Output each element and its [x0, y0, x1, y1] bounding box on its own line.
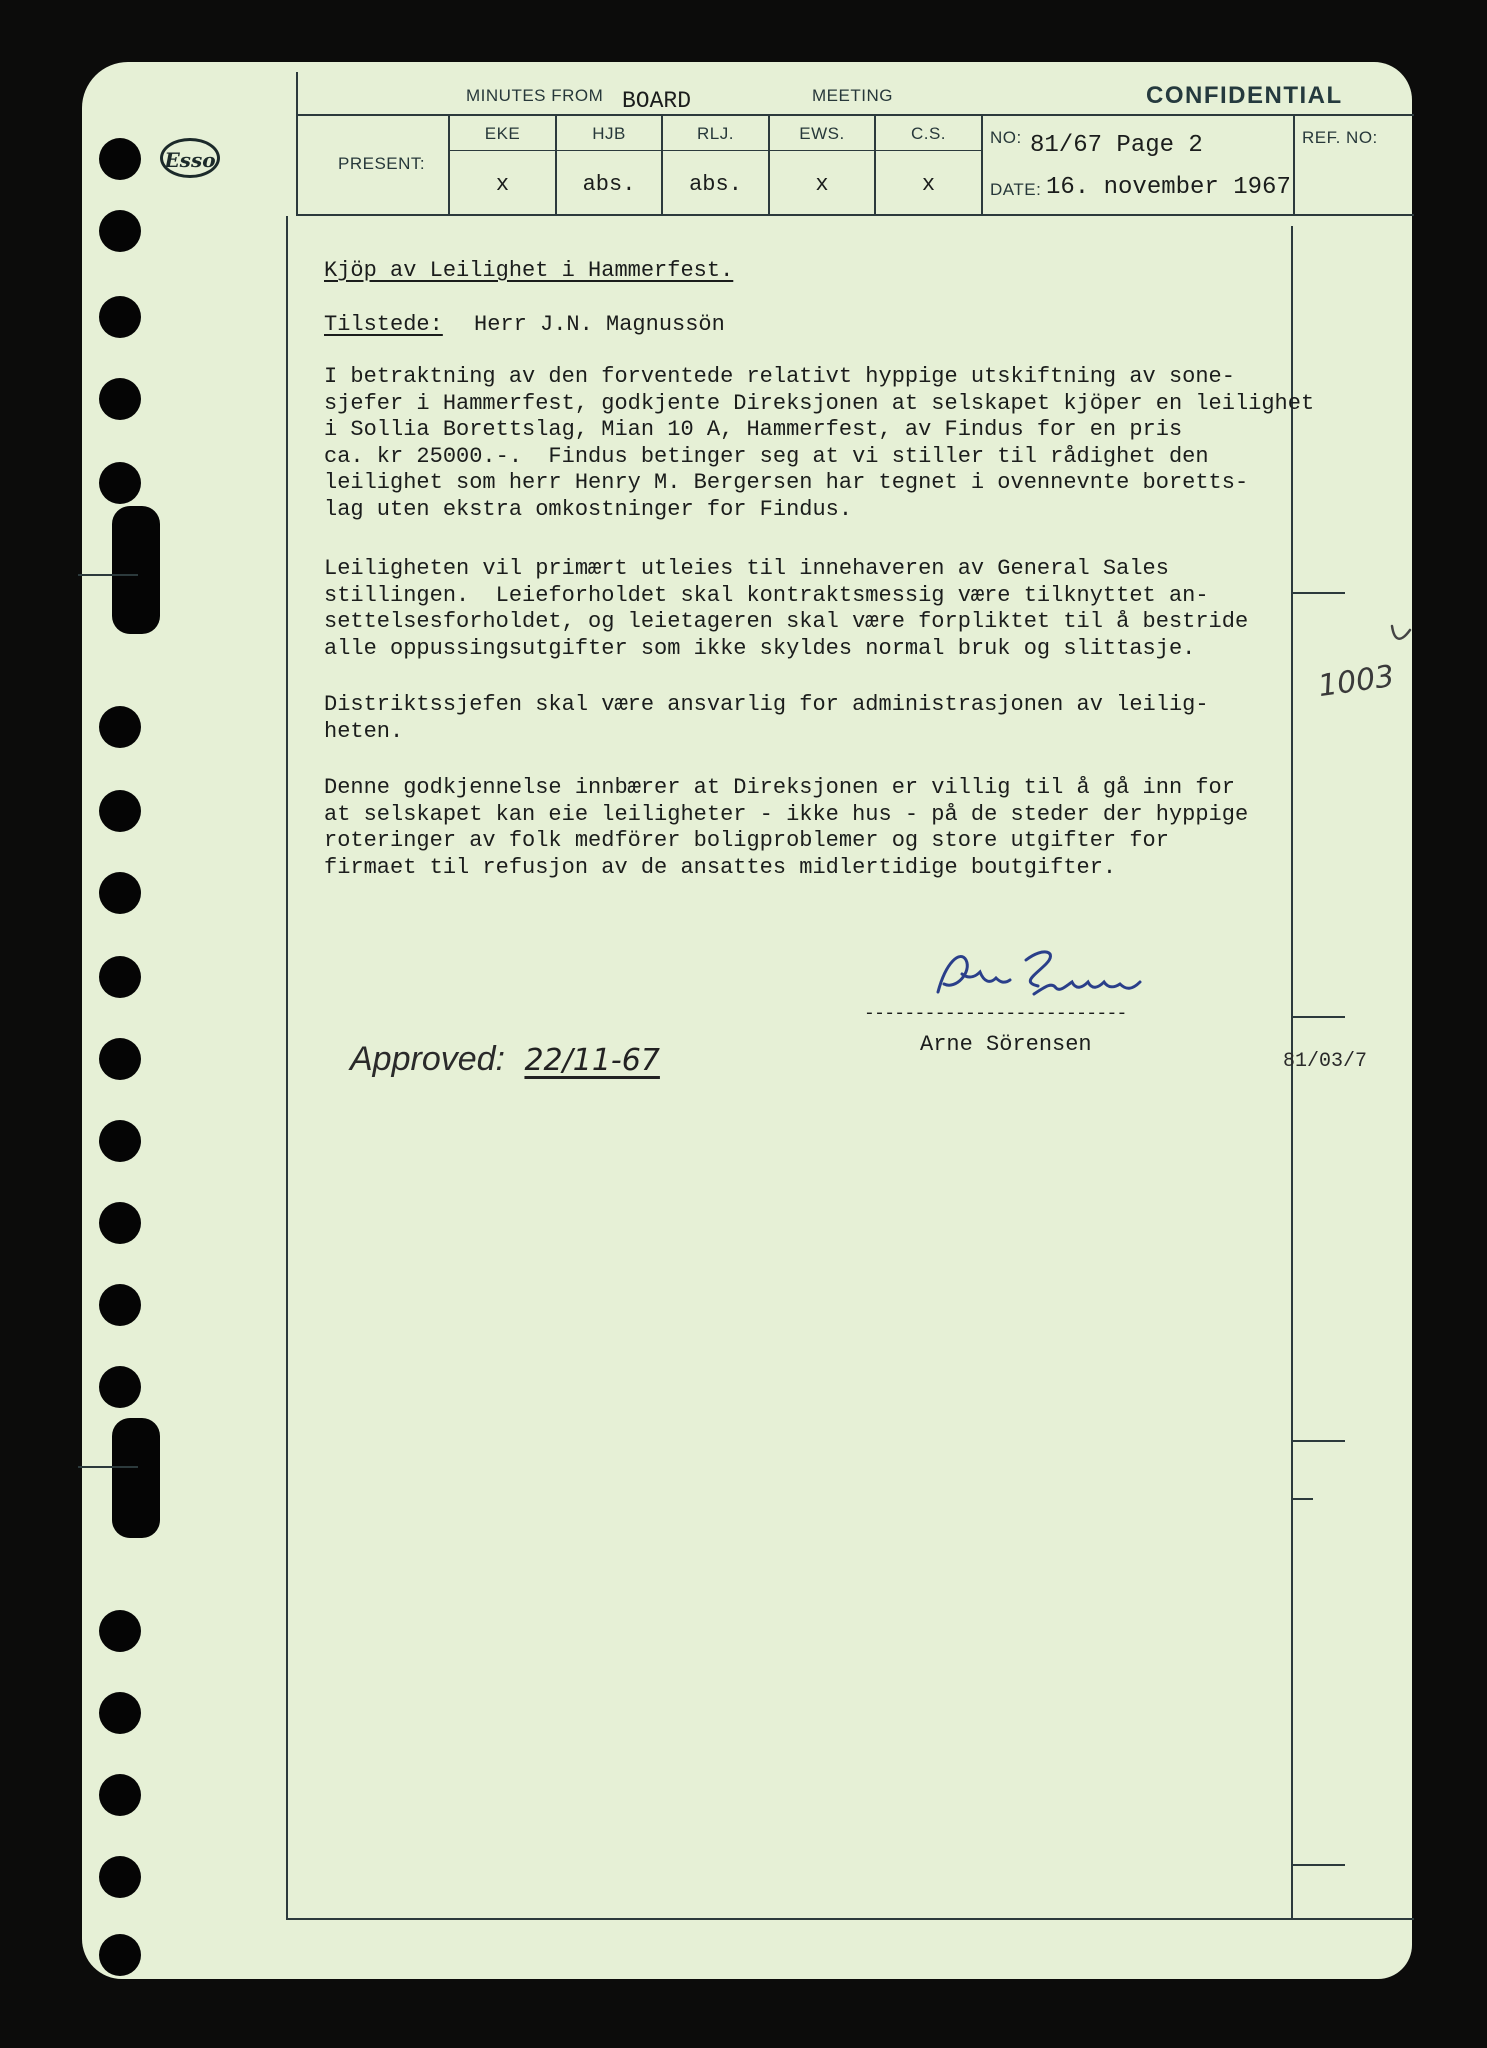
member-status-ews: x: [815, 172, 829, 197]
member-initials-hjb: HJB: [592, 124, 626, 143]
ref-number-label: REF. NO:: [1302, 128, 1378, 147]
body-frame-bottom: [286, 1918, 1414, 1920]
member-initials-rlj: RLJ.: [697, 124, 734, 143]
ref-tick: [1293, 1016, 1345, 1018]
binder-tick: [78, 1466, 138, 1468]
paragraph-purchase: I betraktning av den forventede relativt hyppige utskiftning av sone- sjefer i Hammerfest, godkjente Direksjonen at selskapet kjöper en leilighet i Sollia Borettslag, Mian 10 A, Hammerfest, av Findus for en pris ca. kr 25000.-. Findus betinger seg at vi stiller til rådighet den leilighet som herr Henry M. Bergersen har tegnet i ovennevnte boretts- lag uten ekstra omkostninger for Findus.: [324, 364, 1315, 522]
member-initials-cs: C.S.: [910, 124, 947, 143]
member-initials-eke: EKE: [484, 124, 521, 143]
approved-date: 22/11-67: [524, 1043, 660, 1078]
date-label: DATE:: [990, 180, 1042, 199]
binder-hole: [99, 1202, 141, 1244]
attendees-value: Herr J.N. Magnussön: [474, 312, 725, 337]
minutes-title: Kjöp av Leilighet i Hammerfest.: [324, 258, 734, 283]
header-bottom: [296, 214, 1414, 216]
binder-hole: [99, 706, 141, 748]
number-value: 81/67 Page 2: [1030, 132, 1203, 159]
member-status-eke: x: [495, 172, 510, 197]
paragraph-responsibility: Distriktssjefen skal være ansvarlig for administrasjonen av leilig- heten.: [324, 692, 1209, 744]
ref-tick: [1293, 1864, 1345, 1866]
header-divider: [296, 114, 1414, 116]
binder-hole: [99, 462, 141, 504]
handwritten-signature: [926, 942, 1156, 1012]
binder-hole: [99, 1366, 141, 1408]
ref-tick: [1293, 1498, 1313, 1500]
binder-hole: [99, 790, 141, 832]
confidential-label: CONFIDENTIAL: [1146, 82, 1343, 109]
binder-hole: [99, 210, 141, 252]
attendees-label: Tilstede:: [324, 312, 443, 337]
esso-logo: Esso: [160, 138, 220, 178]
binder-hole: [99, 378, 141, 420]
binder-slot: [112, 1418, 160, 1538]
binder-hole: [99, 1774, 141, 1816]
binder-hole: [99, 1610, 141, 1652]
member-status-rlj: abs.: [689, 172, 742, 197]
header-frame-left: [296, 72, 298, 216]
header-col-line: [1293, 116, 1295, 216]
binder-tick: [78, 574, 138, 576]
binder-hole: [99, 1934, 141, 1976]
approved-label: Approved:: [350, 1040, 505, 1078]
binder-hole: [99, 1692, 141, 1734]
binder-hole: [99, 296, 141, 338]
member-initials-ews: EWS.: [799, 124, 845, 143]
paragraph-approval-scope: Denne godkjennelse innbærer at Direksjonen er villig til å gå inn for at selskapet kan eie leiligheter - ikke hus - på de steder der hyppige roteringer av folk medförer boligproblemer og store utgifter for firmaet til refusjon av de ansattes midlertidige boutgifter.: [324, 775, 1249, 880]
binder-hole: [99, 1856, 141, 1898]
binder-slot: [112, 506, 160, 634]
approval-stamp: [350, 1040, 660, 1079]
binder-hole: [99, 956, 141, 998]
handwritten-margin-number: 1003: [1315, 658, 1397, 705]
date-value: 16. november 1967: [1046, 174, 1291, 201]
signature-dash-line: --------------------------: [864, 1004, 1127, 1024]
signatory-name: Arne Sörensen: [920, 1032, 1092, 1057]
document-page: [82, 62, 1412, 1979]
member-status-hjb: abs.: [582, 172, 636, 197]
meeting-label: MEETING: [812, 86, 893, 105]
binder-hole: [99, 1284, 141, 1326]
check-mark-icon: [1388, 622, 1414, 652]
initials-underline: [448, 150, 981, 151]
binder-hole: [99, 1038, 141, 1080]
binder-hole: [99, 872, 141, 914]
member-status-cs: x: [921, 172, 936, 197]
body-frame-left: [286, 216, 288, 1920]
number-label: NO:: [990, 128, 1022, 147]
ref-tick: [1293, 1440, 1345, 1442]
binder-hole: [99, 1120, 141, 1162]
paragraph-rental: Leiligheten vil primært utleies til innehaveren av General Sales stillingen. Leieforholdet skal kontraktsmessig være tilknyttet an- settelsesforholdet, og leietageren skal være forpliktet til å bestride alle oppussingsutgifter som ikke skyldes normal bruk og slittasje.: [324, 556, 1249, 661]
meeting-type: BOARD: [622, 88, 692, 114]
reference-code: 81/03/7: [1283, 1050, 1368, 1073]
minutes-from-label: MINUTES FROM: [466, 86, 604, 105]
header-col-line: [981, 116, 983, 216]
present-label: PRESENT:: [338, 154, 426, 173]
binder-hole: [99, 138, 141, 180]
